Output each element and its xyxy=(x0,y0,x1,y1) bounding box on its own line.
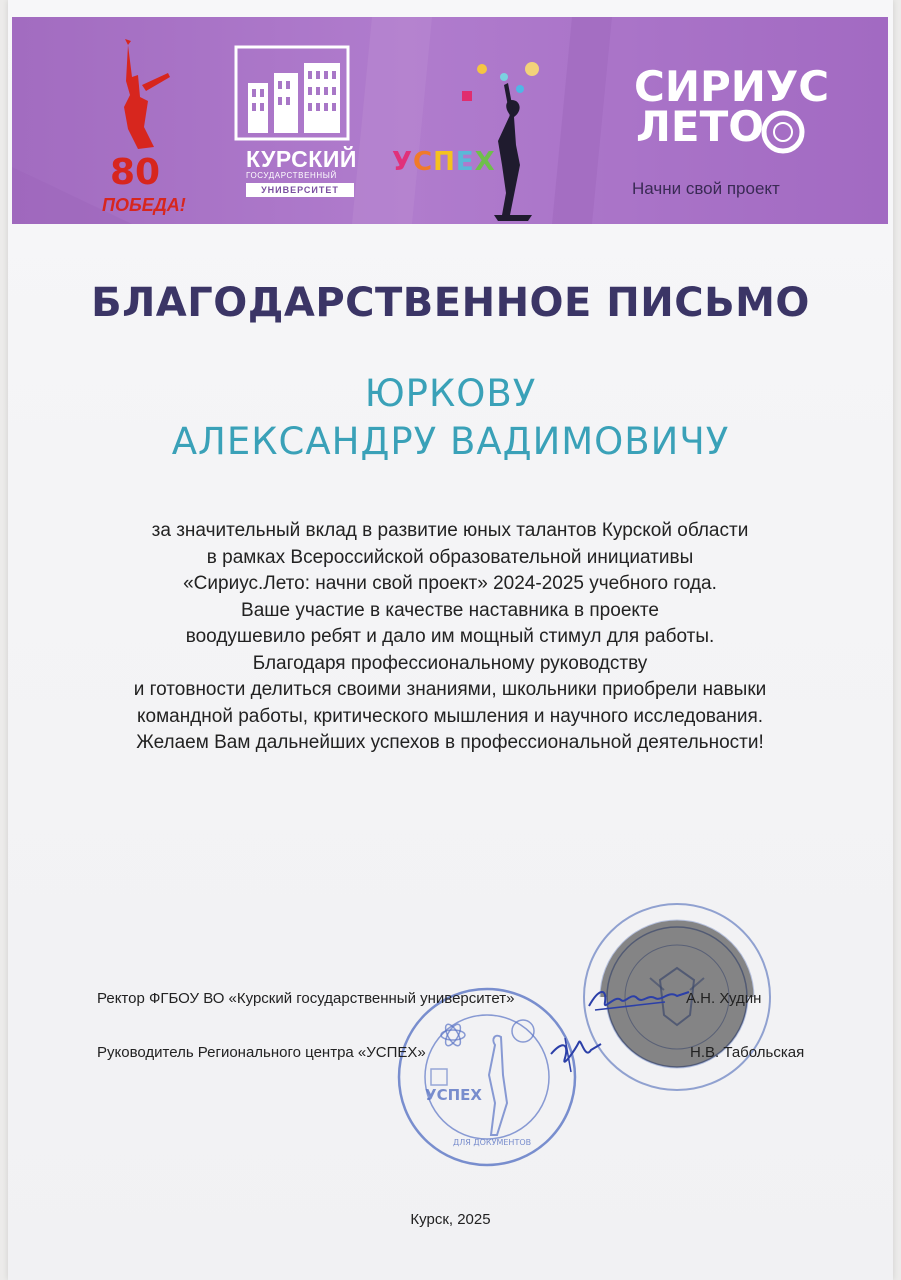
motherland-statue-icon xyxy=(98,37,198,167)
recipient-surname: ЮРКОВУ xyxy=(364,372,537,415)
university-name: КУРСКИЙ xyxy=(246,146,357,172)
director-signature xyxy=(545,1030,605,1075)
leto-word: ЛЕТО xyxy=(636,102,764,151)
document-title: БЛАГОДАРСТВЕННОЕ ПИСЬМО xyxy=(91,280,810,326)
header-banner xyxy=(12,17,888,224)
body-line: и готовности делиться своими знаниями, школьники приобрели навыки xyxy=(133,679,767,700)
body-line: за значительный вклад в развитие юных талантов Курской области xyxy=(151,520,749,541)
university-building-icon xyxy=(234,43,354,143)
stamp-bottom-text: ДЛЯ ДОКУМЕНТОВ xyxy=(453,1138,532,1147)
body-line: командной работы, критического мышления и научного исследования. xyxy=(136,705,764,727)
recipient-name: АЛЕКСАНДРУ ВАДИМОВИЧУ xyxy=(171,420,730,463)
body-line: в рамках Всероссийской образовательной инициативы xyxy=(206,546,694,568)
victory-80-logo xyxy=(98,37,198,222)
stamp-uspeh-word: УСПЕХ xyxy=(425,1086,482,1104)
kursk-university-logo xyxy=(228,43,363,224)
uspeh-center-stamp xyxy=(395,985,580,1170)
body-line: Ваше участие в качестве наставника в проекте xyxy=(241,599,659,621)
director-position: Руководитель Регионального центра «УСПЕХ» xyxy=(97,1044,426,1061)
rector-signature xyxy=(585,980,695,1020)
sirius-ring-icon xyxy=(758,107,808,157)
victory-number: 80 xyxy=(110,152,161,193)
body-line: «Сириус.Лето: начни свой проект» 2024-2025 учебного года. xyxy=(183,573,717,594)
rector-position: Ректор ФГБОУ ВО «Курский государственный университет» xyxy=(97,990,515,1007)
director-name: Н.В. Табольская xyxy=(690,1044,805,1061)
sirius-word: СИРИУС xyxy=(634,62,830,111)
body-line: Благодаря профессиональному руководству xyxy=(252,652,648,674)
uspeh-girl-icon xyxy=(382,55,562,224)
rector-name: А.Н. Худин xyxy=(686,990,762,1007)
place-and-year: Курск, 2025 xyxy=(410,1211,491,1228)
victory-word: ПОБЕДА! xyxy=(102,195,186,215)
letter-body xyxy=(60,518,840,757)
uspeh-logo xyxy=(382,55,562,224)
university-subtitle: ГОСУДАРСТВЕННЫЙ xyxy=(246,171,337,180)
university-subtitle-2: УНИВЕРСИТЕТ xyxy=(246,183,354,197)
body-line: Желаем Вам дальнейших успехов в профессиональной деятельности! xyxy=(136,732,764,753)
sirius-leto-logo xyxy=(622,62,852,215)
sirius-tagline: Начни свой проект xyxy=(632,179,780,198)
uspeh-wordmark: УСПЕХ xyxy=(392,147,496,177)
body-line: воодушевило ребят и дало им мощный стимул для работы. xyxy=(185,626,715,647)
